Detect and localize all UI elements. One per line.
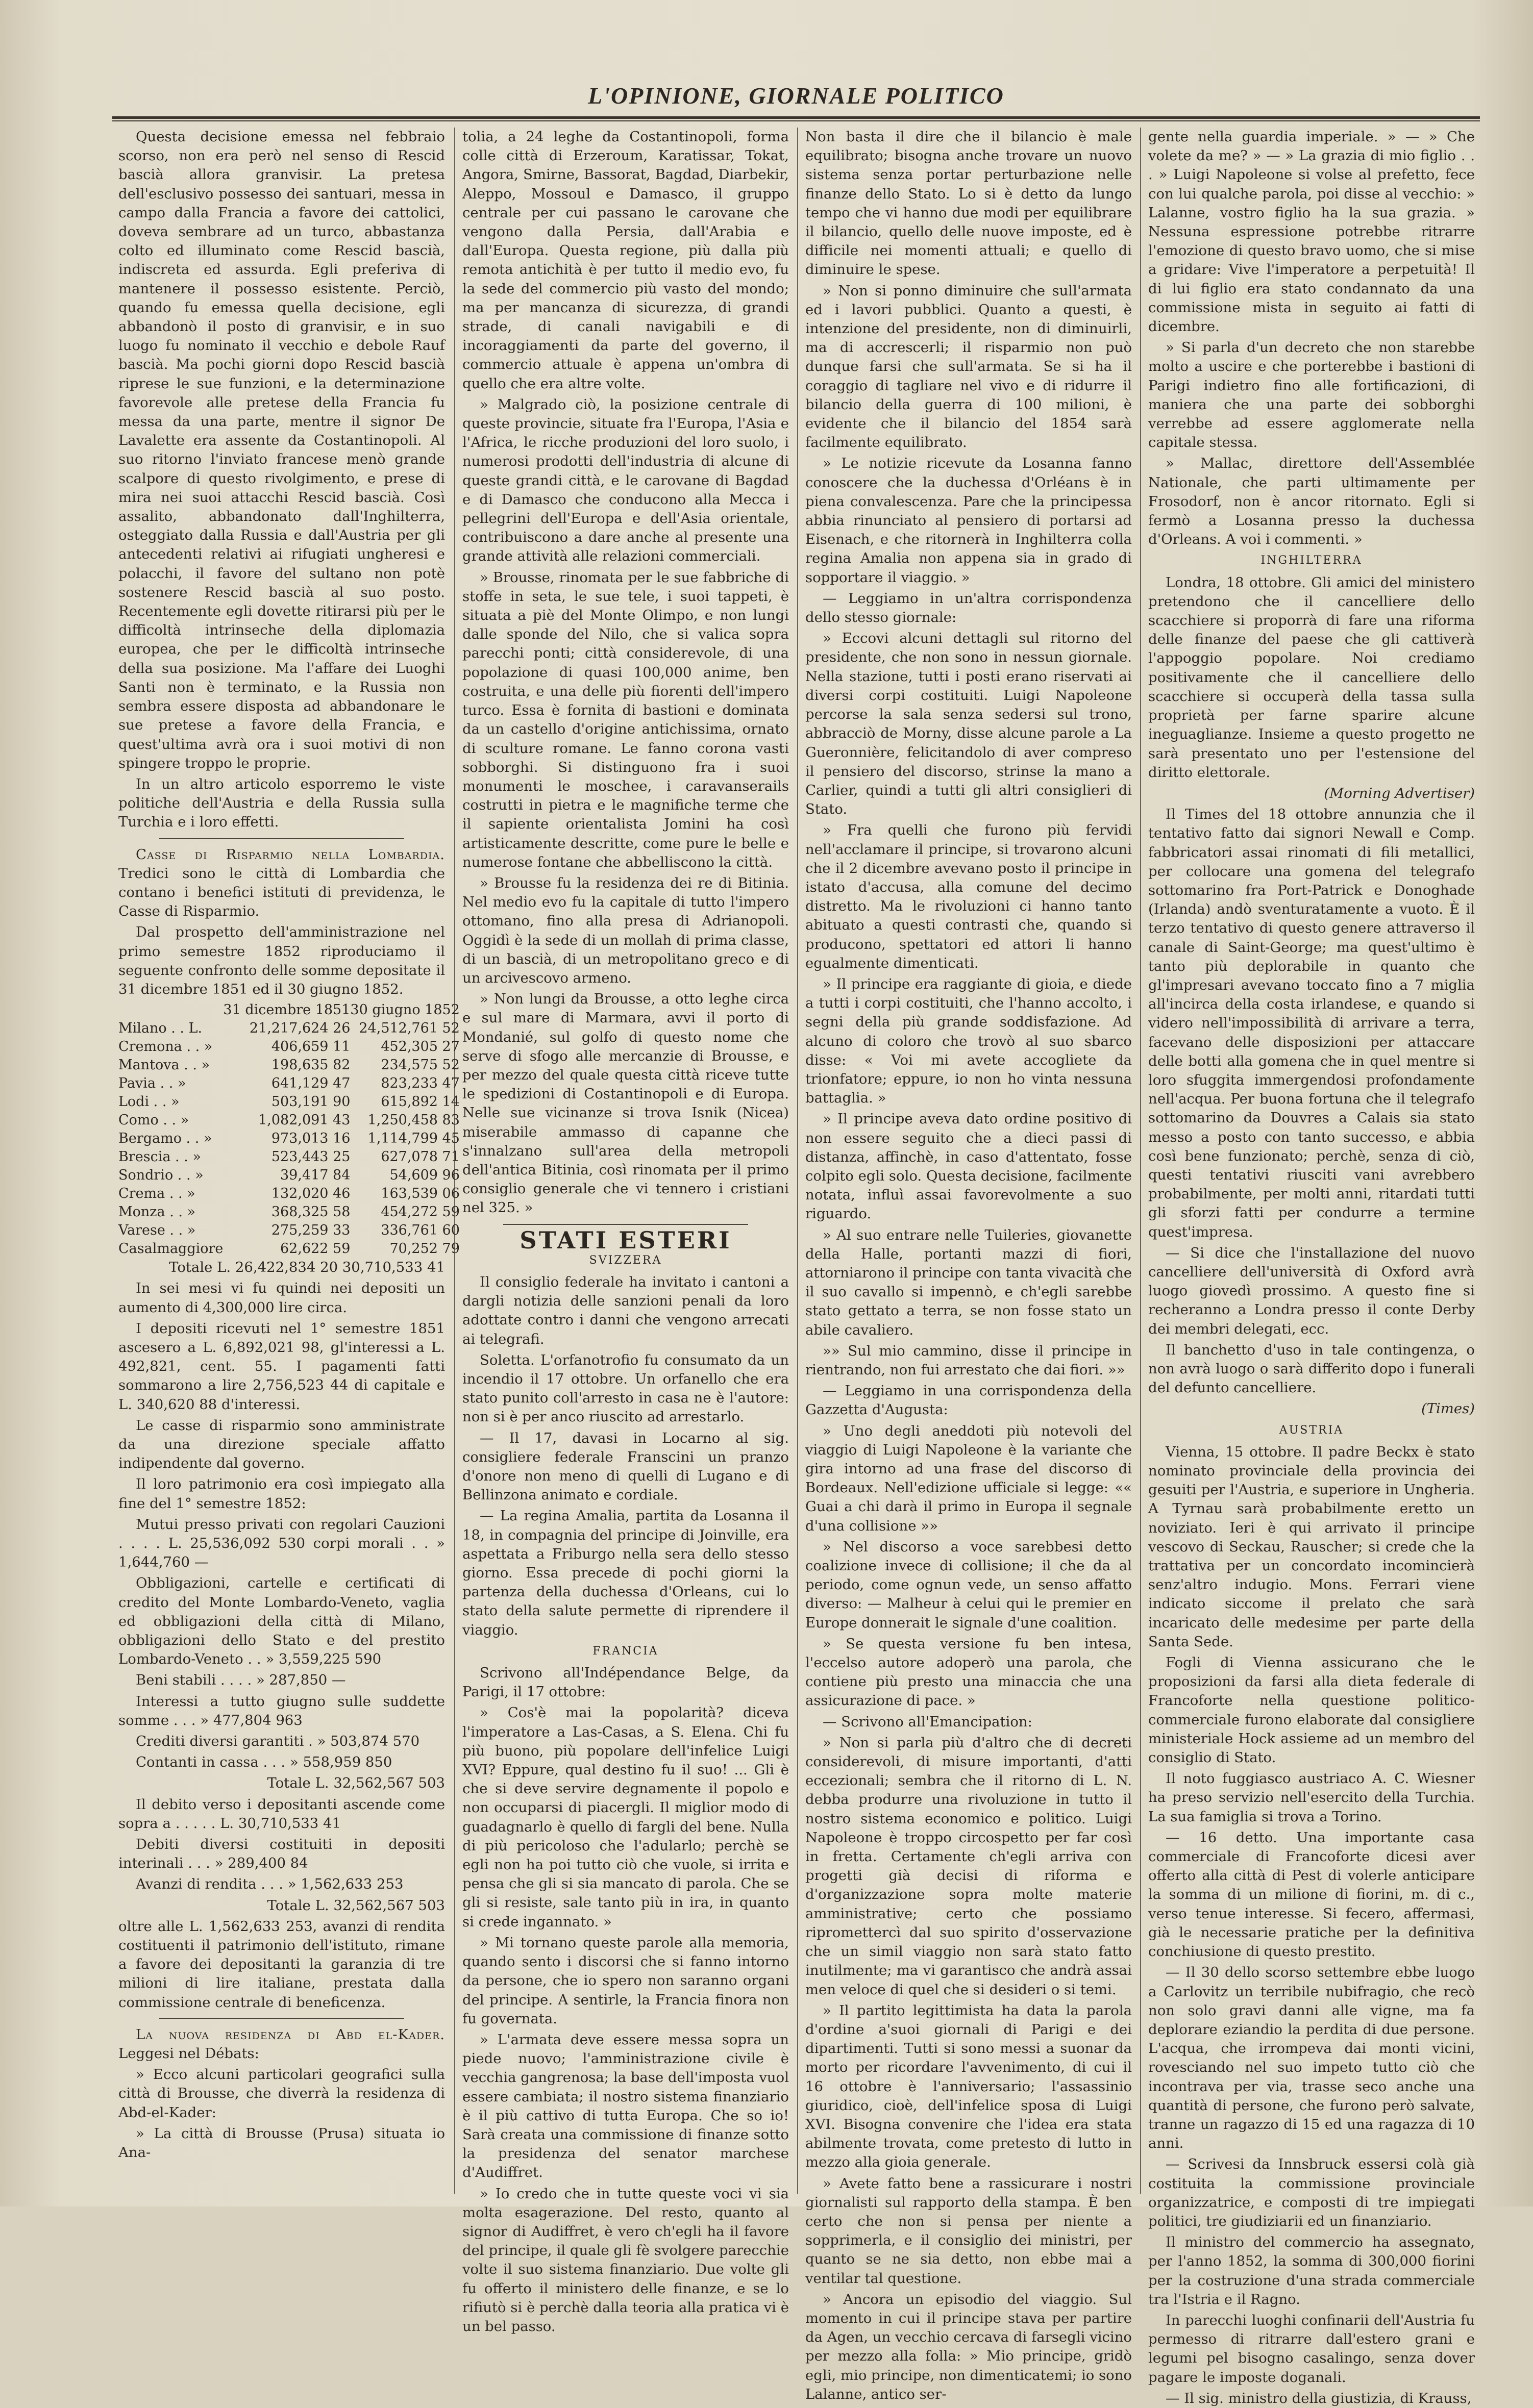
table-cell: 523,443 25 bbox=[271, 1149, 351, 1165]
masthead-rule bbox=[112, 120, 1480, 121]
table-cell: Milano . . L. bbox=[118, 1020, 203, 1037]
paragraph: » Il principe era raggiante di gioia, e diede a tutti i corpi costituiti, che l'hanno accolto, i segni della più grande soddisfazione. Ad alcuno di coloro che trovò al suo sbarco disse: « Voi mi avete accogliete da trionfatore; eppure, io non ho vinta nessuna battaglia. » bbox=[805, 975, 1132, 1107]
paragraph: Il debito verso i depositanti ascende come sopra a . . . . . L. 30,710,533 41 bbox=[118, 1796, 445, 1832]
table-cell: Brescia . . » bbox=[118, 1149, 201, 1165]
paragraph: » Eccovi alcuni dettagli sul ritorno del presidente, che non sono in nessun giornale. Nella stazione, tutti i posti erano riservati ai diversi corpi costituiti. Luigi Napoleone percorse la sala senza sedersi sul trono, abbracciò de Morny, disse alcune parole a La Gueronnière, felicitandolo di aver compreso il pensiero del discorso, strinse la mano a Carlier, quindi a tutti gli altri consiglieri di Stato. bbox=[805, 630, 1132, 818]
paragraph: Il consiglio federale ha invitato i cantoni a dargli notizia delle sanzioni penali da loro adottate contro i danni che vengono arrecati ai telegrafi. bbox=[462, 1273, 789, 1347]
paragraph: » Non si ponno diminuire che sull'armata ed i lavori pubblici. Quanto a questi, è intenzione del presidente, non di diminuirli, ma di accrescerli; il risparmio non può dunque farsi che sull'armata. Se si ha il coraggio di tagliare nel vivo e di ridurre il bilancio della guerra di 100 milioni, è evidente che il bilancio del 1854 sarà facilmente equilibrato. bbox=[805, 282, 1132, 451]
paragraph: » Se questa versione fu ben intesa, l'eccelso autore adoperò una parola, che contiene più presto una minaccia che una assicurazione di pace. » bbox=[805, 1635, 1132, 1709]
paragraph: Debiti diversi costituiti in depositi interinali . . . » 289,400 84 bbox=[118, 1836, 445, 1872]
table-cell: 406,659 11 bbox=[271, 1039, 351, 1055]
table-cell: 823,233 47 bbox=[381, 1075, 460, 1092]
paragraph: In sei mesi vi fu quindi nei depositi un aumento di 4,300,000 lire circa. bbox=[118, 1280, 445, 1316]
paragraph: Londra, 18 ottobre. Gli amici del ministero pretendono che il cancelliere dello scacchiere si proporrà di fare una riforma delle finanze del paese che gli cattiverà l'appoggio popolare. Noi crediamo positivamente che il cancelliere dello scacchiere si occuperà della tassa sulla proprietà per farne sparire alcune ineguaglianze. Insieme a questo progetto ne sarà presentato uno per l'estensione del diritto elettorale. bbox=[1148, 574, 1475, 781]
paragraph: — Scrivono all'Emancipation: bbox=[823, 1713, 1032, 1730]
table-cell: 234,575 52 bbox=[381, 1057, 460, 1073]
table-cell: 21,217,624 26 bbox=[249, 1020, 351, 1037]
paragraph: » Mi tornano queste parole alla memoria, quando sento i discorsi che si fanno intorno da persone, che io spero non saranno organi del principe. A sentirle, la Francia finora non fu governata. bbox=[462, 1934, 789, 2027]
table-cell: Cremona . . » bbox=[118, 1039, 213, 1055]
paragraph: — Il 30 dello scorso settembre ebbe luogo a Carlovitz un terribile nubifragio, che recò non solo gravi danni alle vigne, ma fa deplorare eziandio la perdita di due persone. L'acqua, che irrompeva dai monti vicini, rovesciando nel suo impeto tutto ciò che incontrava per via, trasse seco anche una quantità di persone, che furono però salvate, tranne un ragazzo di 15 ed una ragazza di 10 anni. bbox=[1148, 1964, 1475, 2152]
table-row bbox=[118, 1038, 460, 1056]
section-heading: La nuova residenza di Abd el-Kader. bbox=[136, 2026, 445, 2043]
table-row bbox=[118, 1056, 460, 1074]
section-heading: Casse di Risparmio nella Lombardia. bbox=[136, 846, 445, 863]
table-row bbox=[118, 1240, 460, 1258]
paragraph: » La città di Brousse (Prusa) situata io Ana- bbox=[118, 2125, 445, 2161]
paragraph: Il Times del 18 ottobre annunzia che il tentativo fatto dai signori Newall e Comp. fabbricatori assai rinomati di fili metallici, per collocare una gomena del telegrafo sottomarino fra Port-Patrick e Donoghade (Irlanda) andò sventuratamente a vuoto. È il terzo tentativo di questo genere attraverso il canale di Saint-George; ma quest'ultimo è tanto più deplorabile in quanto che gl'impresari avevano toccato fino a 7 miglia all'incirca della costa irlandese, e quando si videro nell'impossibilità di arrivare a terra, facevano delle disposizioni per attaccare delle botti alla gomena che in quel mentre si loro sfuggita immergendosi profondamente nell'acqua. Per buona fortuna che il telegrafo sottomarino da Douvres a Calais sia stato messo a posto con tanto successo, e abbia così bene funzionato; perchè, senza di ciò, questi tentativi riusciti vani avrebbero probabilmente, per molti anni, ritardati tutti gli sforzi fatti per condurre a termine quest'impresa. bbox=[1148, 806, 1475, 1240]
source-credit: (Morning Advertiser) bbox=[1324, 785, 1475, 801]
paragraph: Crediti diversi garantiti . » 503,874 570 bbox=[136, 1733, 420, 1750]
paragraph: — 16 detto. Una importante casa commerciale di Francoforte dicesi aver offerto alla città di Pest di volerle anticipare la somma di un milione di fiorini, m. di c., verso tenue interesse. Si fecero, affermasi, già le necessarie pratiche per la definitiva conchiusione di questo prestito. bbox=[1148, 1829, 1475, 1960]
paragraph: Mutui presso privati con regolari Cauzioni . . . . L. 25,536,092 530 corpi morali . . » 1,644,760 — bbox=[118, 1516, 445, 1571]
paragraph: — La regina Amalia, partita da Losanna il 18, in compagnia del principe di Joinville, era aspettata a Friburgo nella sera dello stesso giorno. Essa precede di pochi giorni la partenza della duchessa d'Orleans, cui lo stato della salute permette di riprendere il viaggio. bbox=[462, 1508, 789, 1638]
table-row bbox=[118, 1074, 460, 1093]
table-cell: 1,114,799 45 bbox=[367, 1131, 460, 1147]
paragraph: Non basta il dire che il bilancio è male equilibrato; bisogna anche trovare un nuovo sistema senza portar perturbazione nelle finanze dello Stato. Lo si è detto da lungo tempo che vi hanno due modi per equilibrare il bilancio, quello delle nuove imposte, ed è difficile nei momenti attuali; e quello di diminuire le spese. bbox=[805, 129, 1132, 278]
column-4 bbox=[1148, 128, 1475, 2406]
paragraph: Avanzi di rendita . . . » 1,562,633 253 bbox=[136, 1876, 404, 1893]
paragraph: Le casse di risparmio sono amministrate da una direzione speciale affatto indipendente dal governo. bbox=[118, 1417, 445, 1472]
paragraph: » Fra quelli che furono più fervidi nell'acclamare il principe, si trovarono alcuni che il 2 dicembre avevano posto il principe in istato d'accusa, alla comune del decimo distretto. Ma le rivoluzioni ci hanno tanto abituato a questi contrasti che, quando si producono, spettatori ed attori li hanno egualmente dimenticati. bbox=[805, 822, 1132, 971]
paragraph: » Il partito legittimista ha data la parola d'ordine a'suoi giornali di Parigi e dei dipartimenti. Tutti si sono messi a suonar da morto per ricordare l'avvenimento, di cui il 16 ottobre è l'anniversario; l'assassinio giuridico, cioè, dell'infelice sposa di Luigi XVI. Bisogna convenire che l'idea era stata abilmente trovata, come pretesto di lutto in mezzo alla gioia generale. bbox=[805, 2002, 1132, 2171]
paragraph: » Cos'è mai la popolarità? diceva l'imperatore a Las-Casas, a S. Elena. Chi fu più buono, più popolare dell'infelice Luigi XVI? Eppure, qual destino fu il suo! ... Gli è che si deve servire degnamente il popolo e non occuparsi di piacergli. Il miglior modo di guadagnarlo è quello di fargli del bene. Nulla di più pericoloso che l'adularlo; perchè se egli non ha poi tutto ciò che vuole, si irrita e pensa che gli si sia mancato di parola. Che se gli si resiste, sale tanto più in ira, in quanto si crede ingannato. » bbox=[462, 1704, 789, 1930]
table-total: Totale L. 32,562,567 503 bbox=[267, 1775, 445, 1792]
paragraph: » Al suo entrare nelle Tuileries, giovanette della Halle, portanti mazzi di fiori, attorniarono il principe con tanta vivacità che il suo cavallo si impennò, e ch'egli sarebbe stato gettato a terra, se non fosse stato un abile cavaliero. bbox=[805, 1226, 1132, 1338]
table-cell: 70,252 79 bbox=[389, 1241, 460, 1257]
paragraph: »» Sul mio cammino, disse il principe in rientrando, non fui arrestato che dai fiori. »» bbox=[805, 1342, 1132, 1378]
paragraph: Il loro patrimonio era così impiegato alla fine del 1° semestre 1852: bbox=[118, 1476, 445, 1512]
table-row bbox=[118, 1111, 460, 1130]
country-heading: SVIZZERA bbox=[589, 1253, 662, 1267]
paragraph: Fogli di Vienna assicurano che le proposizioni da farsi alla dieta federale di Francoforte nella questione politico-commerciale furono elaborate dal consigliere ministeriale Hock assieme ad un membro del consiglio di Stato. bbox=[1148, 1654, 1475, 1766]
paragraph: Il banchetto d'uso in tale contingenza, o non avrà luogo o sarà differito dopo i funerali del defunto cancelliere. bbox=[1148, 1341, 1475, 1396]
paragraph: » Le notizie ricevute da Losanna fanno conoscere che la duchessa d'Orléans è in piena convalescenza. Pare che la principessa abbia rinunciato al pensiero di portarsi ad Eisenach, e che ritornerà in Inghilterra colla regina Amalia non appena sia in grado di sopportare il viaggio. » bbox=[805, 455, 1132, 586]
masthead bbox=[112, 76, 1480, 119]
table-cell: Como . . » bbox=[118, 1112, 189, 1128]
paragraph: » Non lungi da Brousse, a otto leghe circa e sul mare di Marmara, avvi il porto di Mondanié, sul golfo di questo nome che serve di sfogo alle mercanzie di Brousse, e per mezzo del quale questa città riceve tutte le spedizioni di Costantinopoli e di Europa. Nelle sue vicinanze si trova Isnik (Nicea) miserabile ammasso di capanne che s'innalzano sull'area della metropoli dell'antica Bitinia, così rinomata per il primo consiglio generale che vi tennero i cristiani nel 325. » bbox=[462, 991, 789, 1216]
table-cell: Sondrio . . » bbox=[118, 1167, 204, 1184]
table-row bbox=[118, 1093, 460, 1111]
table-cell: 198,635 82 bbox=[271, 1057, 351, 1073]
table-cell: Pavia . . » bbox=[118, 1075, 186, 1092]
table-cell: Monza . . » bbox=[118, 1204, 196, 1220]
table-cell: 1,250,458 83 bbox=[367, 1112, 460, 1128]
paragraph: » Mallac, direttore dell'Assemblée Nationale, che parti ultimamente per Frosodorf, non è ancor ritornato. Egli si fermò a Losanna presso la duchessa d'Orleans. A voi i commenti. » bbox=[1148, 455, 1475, 548]
table-cell: 454,272 59 bbox=[381, 1204, 460, 1220]
country-heading: AUSTRIA bbox=[1279, 1423, 1344, 1437]
paragraph: Dal prospetto dell'amministrazione nel primo semestre 1852 riproduciamo il seguente confronto delle somme depositate il 31 dicembre 1851 ed il 30 giugno 1852. bbox=[118, 924, 445, 997]
paragraph: » Avete fatto bene a rassicurare i nostri giornalisti sul rapporto della stampa. È ben certo che non si pensa per niente a sopprimerla, e il consiglio dei ministri, per quanto se ne sia detto, non ebbe mai a ventilar tal questione. bbox=[805, 2175, 1132, 2287]
paragraph: » Ecco alcuni particolari geografici sulla città di Brousse, che diverrà la residenza di Abd-el-Kader: bbox=[118, 2066, 445, 2121]
paragraph: » Ancora un episodio del viaggio. Sul momento in cui il principe stava per partire da Agen, un vecchio cercava di farsegli vicino per mezzo alla folla: » Mio principe, gridò egli, mio principe, non dimenticatemi; io sono Lalanne, antico ser- bbox=[805, 2291, 1132, 2402]
paragraph: » Il principe aveva dato ordine positivo di non essere seguito che a dieci passi di distanza, affinchè, in caso d'attentato, fosse colpito egli solo. Questa decisione, facilmente notata, influì assai favorevolmente a suo riguardo. bbox=[805, 1111, 1132, 1222]
table-cell: Lodi . . » bbox=[118, 1094, 180, 1110]
table-row bbox=[118, 1148, 460, 1166]
paragraph: » Uno degli aneddoti più notevoli del viaggio di Luigi Napoleone è la variante che gira intorno ad una frase del discorso di Bordeaux. Nell'edizione ufficiale si legge: «« Guai a chi darà il primo in Europa il segnale d'una collisione »» bbox=[805, 1422, 1132, 1534]
table-total: Totale L. 26,422,834 20 30,710,533 41 bbox=[169, 1259, 445, 1276]
table-row bbox=[118, 1185, 460, 1203]
table-header: 31 dicembre 1851 bbox=[223, 1002, 351, 1018]
paragraph: Interessi a tutto giugno sulle suddette somme . . . » 477,804 963 bbox=[118, 1693, 445, 1728]
source-credit: (Times) bbox=[1421, 1400, 1475, 1417]
paragraph: In un altro articolo esporremo le viste politiche dell'Austria e della Russia sulla Turchia e i loro effetti. bbox=[118, 775, 445, 831]
column-1 bbox=[118, 128, 460, 2194]
paragraph: » Nel discorso a voce sarebbesi detto coalizione invece di collisione; il che da al periodo, come ognun vede, un senso affatto diverso: — Malheur à celui qui le premier en Europe donnerait le signale d'une coalition. bbox=[805, 1538, 1132, 1631]
table-cell: 615,892 14 bbox=[381, 1094, 460, 1110]
paragraph: I depositi ricevuti nel 1° semestre 1851 ascesero a L. 6,892,021 98, gl'interessi a L. 492,821, cent. 55. I pagamenti fatti sommarono a lire 2,756,523 44 di capitale e L. 340,620 88 d'interessi. bbox=[118, 1320, 445, 1413]
country-heading: FRANCIA bbox=[592, 1644, 659, 1658]
paragraph: » Brousse fu la residenza dei re di Bitinia. Nel medio evo fu la capitale di tutto l'impero ottomano, fino alla presa di Adrianopoli. Oggidì è la sede di un mollah di prima classe, di un bascià, di un metropolitano greco e di un arcivescovo armeno. bbox=[462, 874, 789, 986]
table-cell: Varese . . » bbox=[118, 1222, 196, 1239]
table-cell: Crema . . » bbox=[118, 1186, 195, 1202]
table-row bbox=[118, 1166, 460, 1185]
table-cell: 275,259 33 bbox=[271, 1222, 351, 1239]
table-cell: Bergamo . . » bbox=[118, 1131, 212, 1147]
paragraph: Contanti in cassa . . . » 558,959 850 bbox=[136, 1754, 392, 1771]
paragraph: Beni stabili . . . . » 287,850 — bbox=[136, 1672, 346, 1689]
column-divider bbox=[1140, 128, 1141, 2194]
paragraph: gente nella guardia imperiale. » — » Che volete da me? » — » La grazia di mio figlio . . . » Luigi Napoleone si volse al prefetto, fece con lui qualche parola, poi disse al vecchio: » Lalanne, vostro figlio ha la sua grazia. » Nessuna espressione potrebbe ritrarre l'emozione di questo bravo uomo, che si mise a gridare: Vive l'imperatore a perpetuità! Il di lui figlio era stato condannato da una commissione mista in seguito ai fatti di dicembre. bbox=[1148, 129, 1475, 335]
table-cell: Casalmaggiore bbox=[118, 1241, 224, 1257]
table-row bbox=[118, 1221, 460, 1240]
section-heading: STATI ESTERI bbox=[520, 1226, 732, 1254]
paragraph: Scrivono all'Indépendance Belge, da Parigi, il 17 ottobre: bbox=[462, 1665, 789, 1700]
table-cell: 627,078 71 bbox=[381, 1149, 460, 1165]
column-2 bbox=[462, 128, 789, 2335]
table-header: 30 giugno 1852 bbox=[350, 1002, 460, 1018]
deposits-table bbox=[118, 1001, 460, 1258]
column-divider bbox=[797, 128, 798, 2194]
table-row bbox=[118, 1019, 460, 1038]
paragraph: » Malgrado ciò, la posizione centrale di queste provincie, situate fra l'Europa, l'Asia e l'Africa, le ricche produzioni del loro suolo, i numerosi prodotti dell'industria di alcune di queste grandi città, e le carovane di Bagdad e di Damasco che conducono alla Mecca i pellegrini dell'Europa e dell'Asia orientale, contribuiscono a dare anche al presente una grande attività alle relazioni commerciali. bbox=[462, 396, 789, 565]
paragraph: — Leggiamo in una corrispondenza della Gazzetta d'Augusta: bbox=[805, 1383, 1132, 1418]
country-heading: INGHILTERRA bbox=[1260, 554, 1363, 567]
table-total: Totale L. 32,562,567 503 bbox=[267, 1897, 445, 1914]
table-cell: 132,020 46 bbox=[271, 1186, 351, 1202]
paragraph: In parecchi luoghi confinarii dell'Austria fu permesso di ritrarre dall'estero grani e legumi pel bisogno casalingo, senza dover pagare le imposte doganali. bbox=[1148, 2312, 1475, 2386]
paragraph: Il ministro del commercio ha assegnato, per l'anno 1852, la somma di 300,000 fiorini per la costruzione d'una strada commerciale tra l'Istria e il Ragno. bbox=[1148, 2234, 1475, 2307]
paragraph: oltre alle L. 1,562,633 253, avanzi di rendita costituenti il patrimonio dell'istituto, rimane a favore dei depositanti la garanzia di tre milioni di lire italiane, prestata dalla commissione centrale di beneficenza. bbox=[118, 1918, 445, 2011]
paragraph: Soletta. L'orfanotrofio fu consumato da un incendio il 17 ottobre. Un orfanello che era stato punito coll'arresto in casa ne è l'autore: non si è per anco riuscito ad arrestarlo. bbox=[462, 1351, 789, 1425]
paragraph-text: Tredici sono le città di Lombardia che contano i benefici istituti di previdenza, le Casse di Risparmio. bbox=[118, 865, 445, 920]
table-cell: 163,539 06 bbox=[381, 1186, 460, 1202]
table-cell: 452,305 27 bbox=[381, 1039, 460, 1055]
paragraph: — Il sig. ministro della giustizia, di Krauss, bbox=[1166, 2390, 1472, 2406]
table-cell: 641,129 47 bbox=[271, 1075, 351, 1092]
table-cell: 336,761 60 bbox=[381, 1222, 460, 1239]
paragraph: Il noto fuggiasco austriaco A. C. Wiesner ha preso servizio nell'esercito della Turchia. La sua famiglia si trova a Torino. bbox=[1148, 1770, 1475, 1825]
paragraph: » Io credo che in tutte queste voci vi sia molta esagerazione. Del resto, quanto al signor di Audiffret, è vero ch'egli ha il favore del principe, il quale gli fè svolgere parecchie volte il suo sistema finanziario. Due volte gli fu offerto il ministero delle finanze, e se lo rifiutò si è perchè dalla teoria alla pratica vi è un bel passo. bbox=[462, 2185, 789, 2335]
paragraph: — Scrivesi da Innsbruck essersi colà già costituita la commissione provinciale organizzatrice, e composti di tre impiegati politici, tre giudiziarii ed un finanziario. bbox=[1148, 2156, 1475, 2229]
table-header-row bbox=[118, 1001, 460, 1019]
table-cell: 973,013 16 bbox=[271, 1131, 351, 1147]
table-row bbox=[118, 1130, 460, 1148]
paragraph: » Brousse, rinomata per le sue fabbriche di stoffe in seta, le sue tele, i suoi tappeti, è situata a piè del Monte Olimpo, e non lungi dalle sponde del Nilo, che si valica sopra parecchi ponti; città considerevole, di una popolazione di quasi 100,000 anime, ben costruita, e una delle più fiorenti dell'impero turco. Essa è fornita di bastioni e dominata da un castello d'origine antichissima, ornato di sculture romane. Le fanno corona vasti sobborghi. Si distinguono fra i suoi monumenti le moschee, i caravanserails costrutti in pietra e le magnifiche terme che il sapiente orientalista Jomini ha così artisticamente descritte, come pure le belle e numerose fontane che abbelliscono la città. bbox=[462, 569, 789, 870]
divider bbox=[159, 838, 404, 839]
table-cell: 54,609 96 bbox=[389, 1167, 460, 1184]
table-cell: 24,512,761 52 bbox=[359, 1020, 460, 1037]
paragraph: Questa decisione emessa nel febbraio scorso, non era però nel senso di Rescid bascià allora granvisir. La pretesa dell'esclusivo possesso dei santuari, messa in campo dalla Francia a favore dei cattolici, doveva sembrare ad un turco, abbastanza colto ed illuminato come Rescid bascià, indiscreta ed assurda. Egli preferiva di mantenere il possesso esistente. Perciò, quando fu emessa quella decisione, egli abbandonò il posto di granvisir, e in suo luogo fu nominato il vecchio e debole Rauf bascià. Ma pochi giorni dopo Rescid bascià riprese le sue funzioni, e la determinazione favorevole alle pretese della Francia fu messa da una parte, mentre il signor De Lavalette era assente da Costantinopoli. Al suo ritorno l'inviato francese menò grande scalpore di questo rivolgimento, e prese di mira nei suoi attacchi Rescid bascià. Così assalito, abbandonato dall'Inghilterra, osteggiato dalla Russia e dall'Austria per gli antecedenti relativi ai rifugiati ungheresi e polacchi, il favore del sultano non potè sostenere Rescid bascià al suo posto. Recentemente egli dovette ritirarsi più per le difficoltà intrinseche della diplomazia europea, che per le difficoltà intrinseche della sua posizione. Ma l'affare dei Luoghi Santi non è terminato, e la Russia non sembra essere disposta ad abbandonare le sue pretese a favore della Francia, e quest'ultima avrà ora i suoi motivi di non spingere troppo le proprie. bbox=[118, 129, 445, 771]
table-cell: 503,191 90 bbox=[271, 1094, 351, 1110]
table-row bbox=[118, 1203, 460, 1221]
paragraph: — Leggiamo in un'altra corrispondenza dello stesso giornale: bbox=[805, 590, 1132, 626]
paragraph: Vienna, 15 ottobre. Il padre Beckx è stato nominato provinciale della provincia dei gesuiti per l'Austria, e superiore in Ungheria. A Tyrnau sarà probabilmente eretto un noviziato. Ieri è qui arrivato il principe vescovo di Seckau, Rauscher; si crede che la trattativa per un concordato incomincierà senz'altro indugio. Mons. Ferrari viene indicato siccome il prelato che sarà incaricato delle medesime per parte della Santa Sede. bbox=[1148, 1443, 1475, 1650]
paragraph-text: Leggesi nel Débats: bbox=[118, 2045, 259, 2062]
paragraph bbox=[118, 845, 445, 921]
table-cell: 39,417 84 bbox=[280, 1167, 351, 1184]
column-3 bbox=[805, 128, 1132, 2402]
divider bbox=[159, 2018, 404, 2019]
paragraph bbox=[118, 2025, 445, 2063]
table-cell: Mantova . . » bbox=[118, 1057, 210, 1073]
table-cell: 1,082,091 43 bbox=[258, 1112, 351, 1128]
table-cell: 368,325 58 bbox=[271, 1204, 351, 1220]
paragraph: » Non si parla più d'altro che di decreti considerevoli, di misure importanti, d'atti eccezionali; sembra che il ritorno di L. N. debba produrre una rivoluzione in tutto il nostro sistema economico e politico. Luigi Napoleone è troppo circospetto per far così in fretta. Certamente ch'egli arriva con progetti già decisi di riforma e d'organizzazione sopra molte materie amministrative; certo che possiamo ripromettercì dal suo spirito d'osservazione che un simil viaggio non sarà stato fatto inutilmente; ma vi garantisco che andrà assai men veloce di quel che si desideri o si temi. bbox=[805, 1734, 1132, 1998]
paragraph: Obbligazioni, cartelle e certificati di credito del Monte Lombardo-Veneto, vaglia ed obbligazioni della città di Milano, obbligazioni dello Stato e del prestito Lombardo-Veneto . . » 3,559,225 590 bbox=[118, 1575, 445, 1668]
paragraph: — Si dice che l'installazione del nuovo cancelliere dell'università di Oxford avrà luogo giovedì prossimo. A questo fine si recheranno a Londra presso il conte Derby dei membri delegati, ecc. bbox=[1148, 1244, 1475, 1337]
paragraph: tolia, a 24 leghe da Costantinopoli, forma colle città di Erzeroum, Karatissar, Tokat, Angora, Smirne, Bassorat, Bagdad, Diarbekir, Aleppo, Mossoul e Damasco, il gruppo centrale per cui passano le carovane che vengono dalla Persia, dall'Arabia e dall'Europa. Questa regione, più dalla più remota antichità è per tutto il medio evo, fu la sede del commercio più vasto del mondo; ma per mancanza di sicurezza, di grandi strade, di canali navigabili e di incoraggiamenti da parte del governo, il commercio attuale è appena un'ombra di quello che era altre volte. bbox=[462, 129, 789, 392]
paragraph: — Il 17, davasi in Locarno al sig. consigliere federale Franscini un pranzo d'onore non meno di quelli di Lugano e di Bellinzona animato e cordiale. bbox=[462, 1429, 789, 1503]
paragraph: » Si parla d'un decreto che non starebbe molto a uscire e che porterebbe i bastioni di Parigi indietro fino alle fortificazioni, di maniera che una parte dei sobborghi verrebbe ad essere agglomerate nella capitale stessa. bbox=[1148, 339, 1475, 451]
masthead-title: L'OPINIONE, GIORNALE POLITICO bbox=[588, 83, 1004, 109]
table-cell: 62,622 59 bbox=[280, 1241, 351, 1257]
paragraph: » L'armata deve essere messa sopra un piede nuovo; l'amministrazione civile è vecchia gangrenosa; la base dell'imposta vuol essere cambiata; il nostro sistema finanziario è il più cattivo di tutta Europa. Che so io! Sarà creata una commissione di finanze sotto la presidenza del senator marchese d'Audiffret. bbox=[462, 2031, 789, 2181]
divider bbox=[503, 1224, 748, 1225]
